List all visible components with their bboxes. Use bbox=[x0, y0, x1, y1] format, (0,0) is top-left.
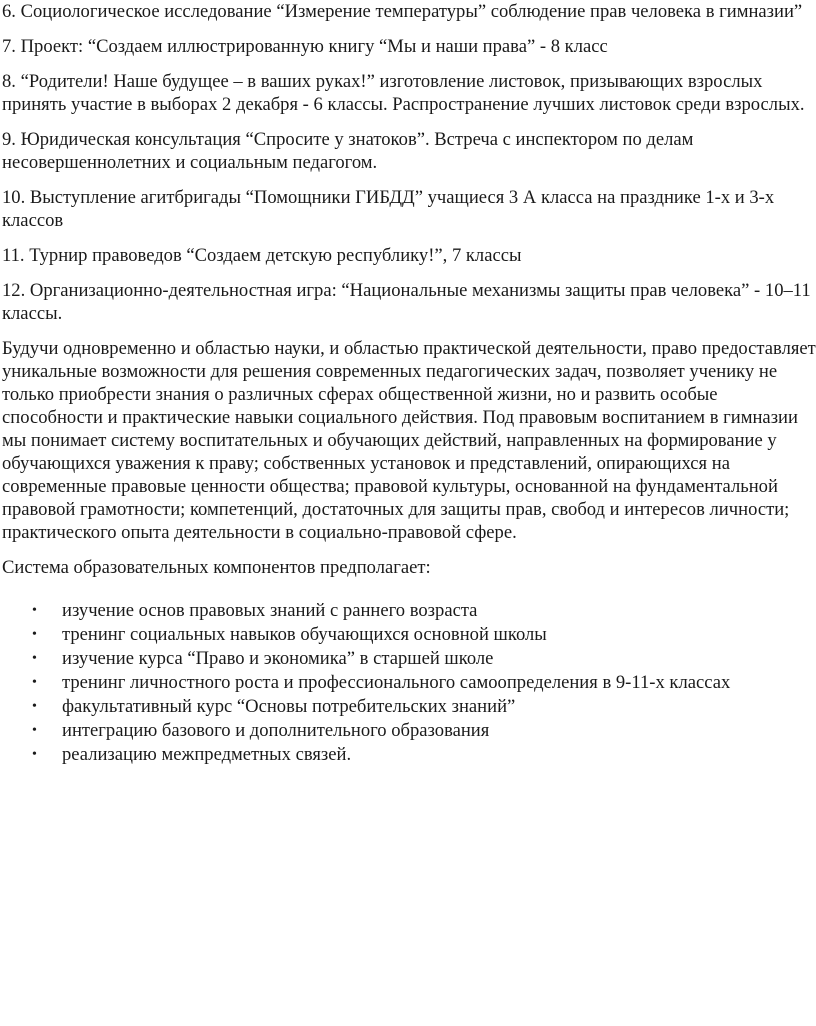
bullet-text: изучение курса “Право и экономика” в старшей школе bbox=[62, 648, 494, 669]
bullet-text: тренинг личностного роста и профессионального самоопределения в 9-11-х классах bbox=[62, 672, 731, 693]
bullet-text: реализацию межпредметных связей. bbox=[62, 744, 352, 765]
bullet-list bbox=[2, 599, 816, 767]
bullet-item bbox=[2, 647, 816, 671]
bullet-icon: • bbox=[32, 699, 37, 714]
bullet-text: факультативный курс “Основы потребительских знаний” bbox=[62, 696, 516, 717]
bullet-icon: • bbox=[32, 603, 37, 618]
list-intro: Система образовательных компонентов предполагает: bbox=[2, 557, 431, 578]
bullet-text: изучение основ правовых знаний с раннего возраста bbox=[62, 600, 478, 621]
bullet-item bbox=[2, 599, 816, 623]
bullet-item bbox=[2, 695, 816, 719]
bullet-icon: • bbox=[32, 675, 37, 690]
bullet-icon: • bbox=[32, 627, 37, 642]
bullet-icon: • bbox=[32, 723, 37, 738]
bullet-item bbox=[2, 743, 816, 767]
list-item: 11. Турнир правоведов “Создаем детскую республику!”, 7 классы bbox=[2, 245, 522, 266]
bullet-icon: • bbox=[32, 747, 37, 762]
bullet-text: тренинг социальных навыков обучающихся основной школы bbox=[62, 624, 547, 645]
bullet-item bbox=[2, 623, 816, 647]
bullet-item bbox=[2, 671, 816, 695]
list-item: 8. “Родители! Наше будущее – в ваших руках!” изготовление листовок, призывающих взрослых принять участие в выборах 2 декабря - 6 классы. Распространение лучших листовок среди взрослых. bbox=[2, 71, 805, 115]
bullet-item bbox=[2, 719, 816, 743]
bullet-text: интеграцию базового и дополнительного образования bbox=[62, 720, 490, 741]
list-item: 12. Организационно-деятельностная игра: “Национальные механизмы защиты прав человека” - 10–11 классы. bbox=[2, 280, 811, 324]
list-item: 6. Социологическое исследование “Измерение температуры” соблюдение прав человека в гимназии” bbox=[2, 1, 803, 22]
list-item: 10. Выступление агитбригады “Помощники ГИБДД” учащиеся 3 А класса на празднике 1-х и 3-х классов bbox=[2, 187, 775, 231]
list-item: 9. Юридическая консультация “Спросите у знатоков”. Встреча с инспектором по делам несовершеннолетних и социальным педагогом. bbox=[2, 129, 694, 173]
bullet-icon: • bbox=[32, 651, 37, 666]
body-paragraph: Будучи одновременно и областью науки, и областью практической деятельности, право предоставляет уникальные возможности для решения современных педагогических задач, позволяет ученику не только приобрести знания о различных сферах общественной жизни, но и развить особые способности и практические навыки социального действия. Под правовым воспитанием в гимназии мы понимает систему воспитательных и обучающих действий, направленных на формирование у обучающихся уважения к праву; собственных установок и представлений, опирающихся на современные правовые ценности общества; правовой культуры, основанной на фундаментальной правовой грамотности; компетенций, достаточных для защиты прав, свобод и интересов личности; практического опыта деятельности в социально-правовой сфере. bbox=[2, 338, 816, 543]
list-item: 7. Проект: “Создаем иллюстрированную книгу “Мы и наши права” - 8 класс bbox=[2, 36, 608, 57]
